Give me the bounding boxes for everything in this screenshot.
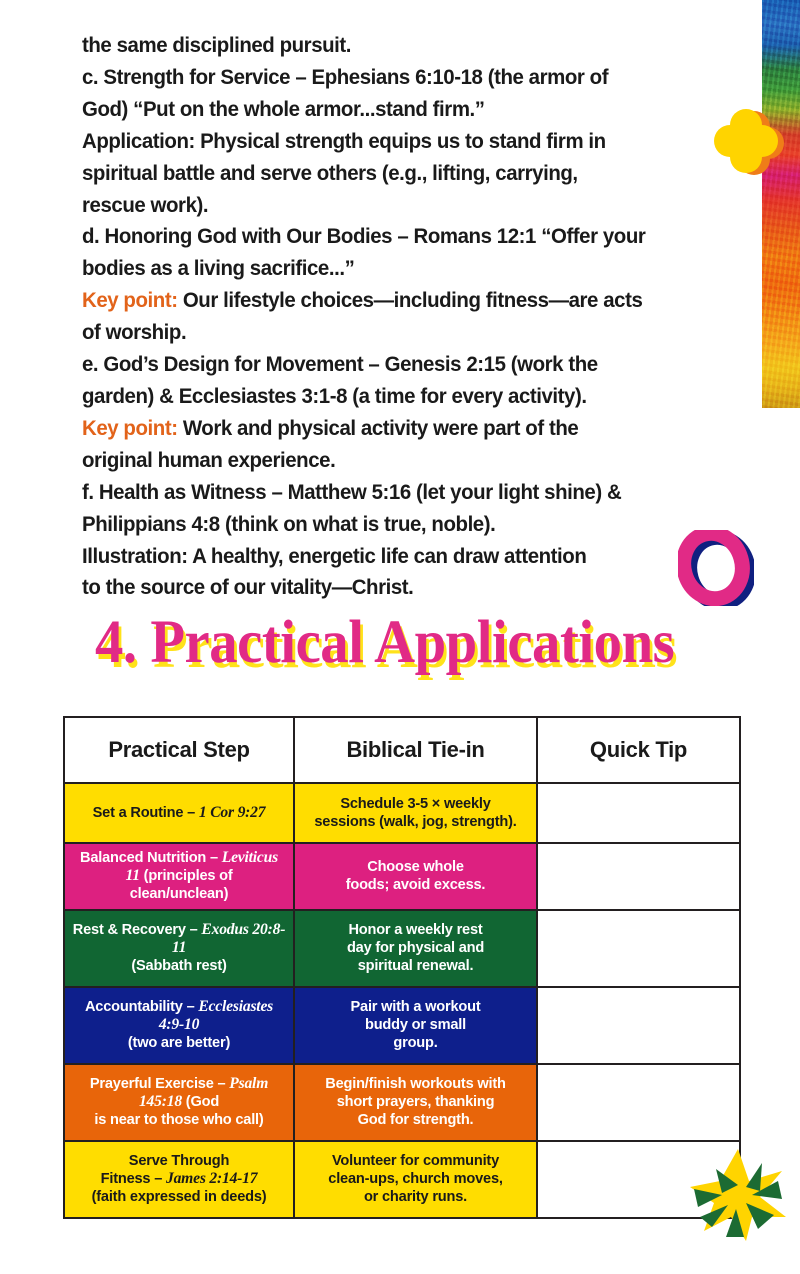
- cell-quick-tip[interactable]: [537, 987, 740, 1064]
- body-line: Philippians 4:8 (think on what is true, noble).: [82, 511, 496, 536]
- body-line-key-point: Key point: Work and physical activity were part of the: [82, 415, 579, 440]
- cell-quick-tip[interactable]: [537, 783, 740, 843]
- section-heading: 4. Practical Applications: [95, 609, 675, 676]
- cell-practical-step: Set a Routine – 1 Cor 9:27: [64, 783, 294, 843]
- scripture-reference: Ecclesiastes 4:9-10: [158, 997, 274, 1033]
- cell-biblical-tie-in: Begin/finish workouts with short prayers, thanking God for strength.: [294, 1064, 537, 1141]
- scripture-reference: Leviticus 11: [125, 849, 278, 885]
- body-line: e. God’s Design for Movement – Genesis 2:15 (work the: [82, 352, 598, 377]
- cell-quick-tip[interactable]: [537, 1064, 740, 1141]
- body-line: f. Health as Witness – Matthew 5:16 (let your light shine) &: [82, 479, 622, 504]
- cell-practical-step: Accountability – Ecclesiastes 4:9-10 (two are better): [64, 987, 294, 1064]
- column-header-biblical-tie-in: Biblical Tie-in: [294, 717, 537, 783]
- cell-practical-step: Prayerful Exercise – Psalm 145:18 (God is near to those who call): [64, 1064, 294, 1141]
- four-petal-flower-icon: [712, 101, 784, 179]
- practical-applications-table: [63, 716, 741, 1219]
- cell-biblical-tie-in: Honor a weekly rest day for physical and spiritual renewal.: [294, 910, 537, 987]
- table-row: [64, 1141, 740, 1218]
- starburst-icon: [686, 1143, 790, 1243]
- key-point-label: Key point:: [82, 288, 178, 313]
- body-line: original human experience.: [82, 447, 336, 472]
- body-line: c. Strength for Service – Ephesians 6:10-18 (the armor of: [82, 64, 609, 89]
- body-line: garden) & Ecclesiastes 3:1-8 (a time for every activity).: [82, 383, 587, 408]
- body-line: the same disciplined pursuit.: [82, 33, 352, 57]
- cell-biblical-tie-in: Pair with a workout buddy or small group.: [294, 987, 537, 1064]
- cell-practical-step: Rest & Recovery – Exodus 20:8-11 (Sabbath rest): [64, 910, 294, 987]
- cell-biblical-tie-in: Choose whole foods; avoid excess.: [294, 843, 537, 910]
- cell-practical-step: Balanced Nutrition – Leviticus 11 (principles of clean/unclean): [64, 843, 294, 910]
- scripture-reference: James 2:14-17: [165, 1170, 258, 1187]
- scripture-reference: Exodus 20:8-11: [171, 920, 286, 956]
- cell-biblical-tie-in: Schedule 3-5 × weekly sessions (walk, jog, strength).: [294, 783, 537, 843]
- body-line: Application: Physical strength equips us to stand firm in: [82, 128, 606, 153]
- body-line: d. Honoring God with Our Bodies – Romans 12:1 “Offer your: [82, 224, 646, 249]
- cell-quick-tip[interactable]: [537, 843, 740, 910]
- key-point-label: Key point:: [82, 415, 178, 440]
- table-row: [64, 987, 740, 1064]
- cell-practical-step: Serve Through Fitness – James 2:14-17 (faith expressed in deeds): [64, 1141, 294, 1218]
- table-row: [64, 910, 740, 987]
- cell-biblical-tie-in: Volunteer for community clean-ups, church moves, or charity runs.: [294, 1141, 537, 1218]
- table-row: [64, 843, 740, 910]
- table-row: [64, 783, 740, 843]
- scripture-reference: 1 Cor 9:27: [198, 803, 266, 821]
- cell-quick-tip[interactable]: [537, 910, 740, 987]
- column-header-quick-tip: Quick Tip: [537, 717, 740, 783]
- table-body: [64, 783, 740, 1218]
- body-line: of worship.: [82, 320, 187, 345]
- color-texture-strip: [762, 0, 800, 408]
- column-header-practical-step: Practical Step: [64, 717, 294, 783]
- body-line: Illustration: A healthy, energetic life can draw attention: [82, 543, 587, 568]
- table-header-row: [64, 717, 740, 783]
- body-copy: [82, 30, 693, 604]
- body-line: spiritual battle and serve others (e.g., lifting, carrying,: [82, 160, 578, 185]
- body-line: to the source of our vitality—Christ.: [82, 575, 414, 600]
- body-line: rescue work).: [82, 192, 209, 217]
- scripture-reference: Psalm 145:18: [138, 1074, 269, 1110]
- body-line-key-point: Key point: Our lifestyle choices—including fitness—are acts: [82, 288, 643, 313]
- body-line: bodies as a living sacrifice...”: [82, 256, 355, 281]
- table-row: [64, 1064, 740, 1141]
- body-line: God) “Put on the whole armor...stand firm.”: [82, 96, 485, 121]
